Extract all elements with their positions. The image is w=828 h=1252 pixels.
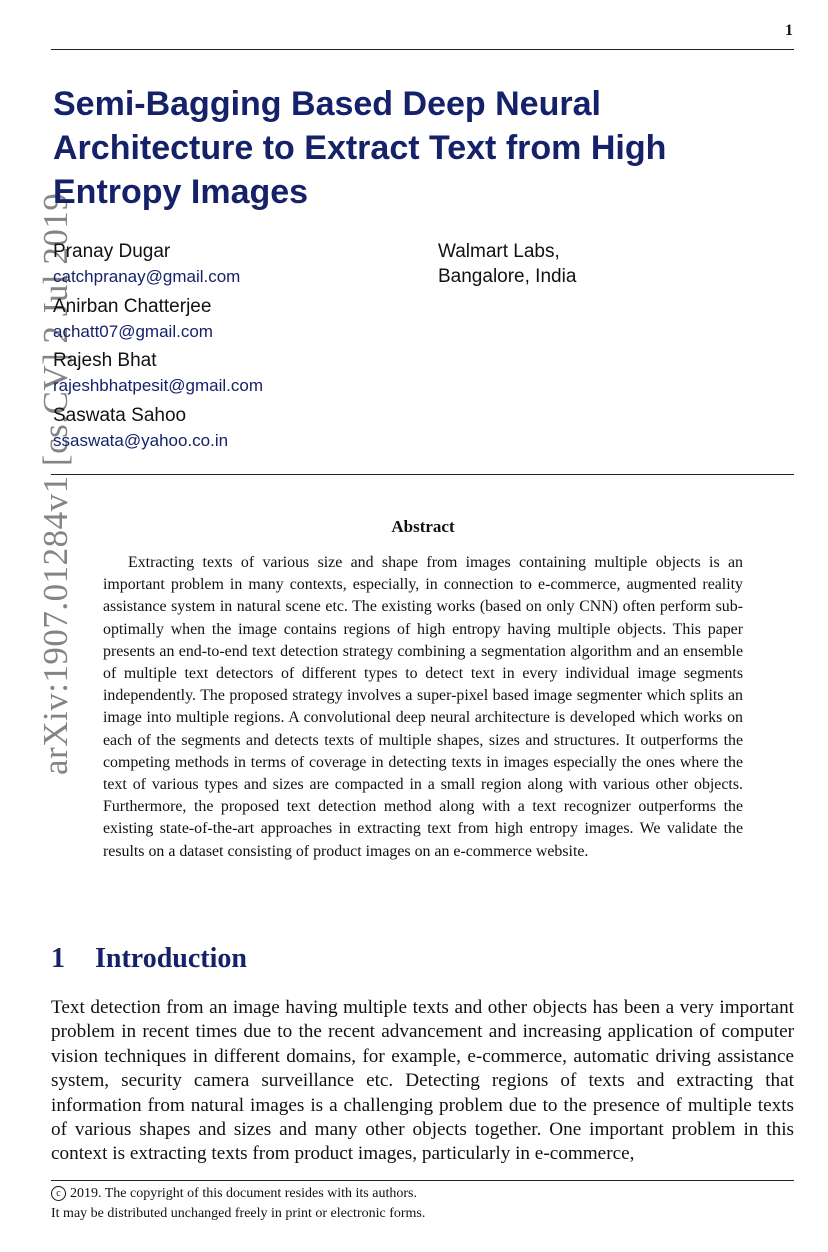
- author-email-link[interactable]: ssaswata@yahoo.co.in: [53, 431, 229, 450]
- author-name: Saswata Sahoo: [53, 405, 187, 426]
- copyright-text: 2019. The copyright of this document resides with its authors.: [70, 1186, 417, 1201]
- paper-title: Semi-Bagging Based Deep Neural Architecture to Extract Text from High Entropy Images: [53, 85, 667, 211]
- affiliation-line: Bangalore, India: [438, 266, 577, 287]
- introduction-text: Text detection from an image having multiple texts and other objects has been a very important problem in recent times due to the recent advancement and increasing application of computer vision techniques in different domains, for example, e-commerce, automatic driving assistance system, security camera surveillance etc. Detecting regions of texts and extracting that information from natural images is a challenging problem due to the presence of multiple texts of various shapes and sizes and many other objects together. One important problem in this context is extracting texts from product images, particularly in e-commerce,: [51, 997, 794, 1165]
- page-number: 1: [785, 22, 793, 39]
- author-email-link[interactable]: achatt07@gmail.com: [53, 322, 213, 341]
- section-number: 1: [51, 943, 65, 974]
- abstract-top-rule: [51, 474, 794, 475]
- copyright-icon: c: [51, 1186, 66, 1201]
- author-email-link[interactable]: catchpranay@gmail.com: [53, 267, 241, 286]
- author-name: Rajesh Bhat: [53, 350, 157, 371]
- section-heading: [51, 943, 247, 975]
- abstract-heading: Abstract: [391, 517, 455, 536]
- copyright-footnote: [51, 1186, 417, 1202]
- author-email-link[interactable]: rajeshbhatpesit@gmail.com: [53, 376, 264, 395]
- distribution-note: It may be distributed unchanged freely in print or electronic forms.: [51, 1206, 426, 1221]
- author-name: Anirban Chatterjee: [53, 296, 212, 317]
- arxiv-stamp: arXiv:1907.01284v1 [cs.CV] 2 Jul 2019: [36, 192, 75, 775]
- affiliation-line: Walmart Labs,: [438, 241, 560, 262]
- footnote-rule: [51, 1180, 794, 1181]
- author-name: Pranay Dugar: [53, 241, 171, 262]
- header-rule: [51, 49, 794, 50]
- section-title: Introduction: [95, 943, 247, 974]
- abstract-text: Extracting texts of various size and shape from images containing multiple objects is an important problem in many contexts, especially, in connection to e-commerce, augmented reality assistance system in natural scene etc. The existing works (based on only CNN) often perform sub-optimally when the image contains regions of high entropy having multiple objects. This paper presents an end-to-end text detection strategy combining a segmentation algorithm and an ensemble of multiple text detectors of different types to detect text in every individual image segments independently. The proposed strategy involves a super-pixel based image segmenter which splits an image into multiple regions. A convolutional deep neural architecture is developed which works on each of the segments and detects texts of multiple shapes, sizes and structures. It outperforms the competing methods in terms of coverage in detecting texts in images especially the ones where the text of various types and sizes are compacted in a small region along with various other objects. Furthermore, the proposed text detection method along with a text recognizer outperforms the existing state-of-the-art approaches in extracting text from high entropy images. We validate the results on a dataset consisting of product images on an e-commerce website.: [103, 554, 743, 860]
